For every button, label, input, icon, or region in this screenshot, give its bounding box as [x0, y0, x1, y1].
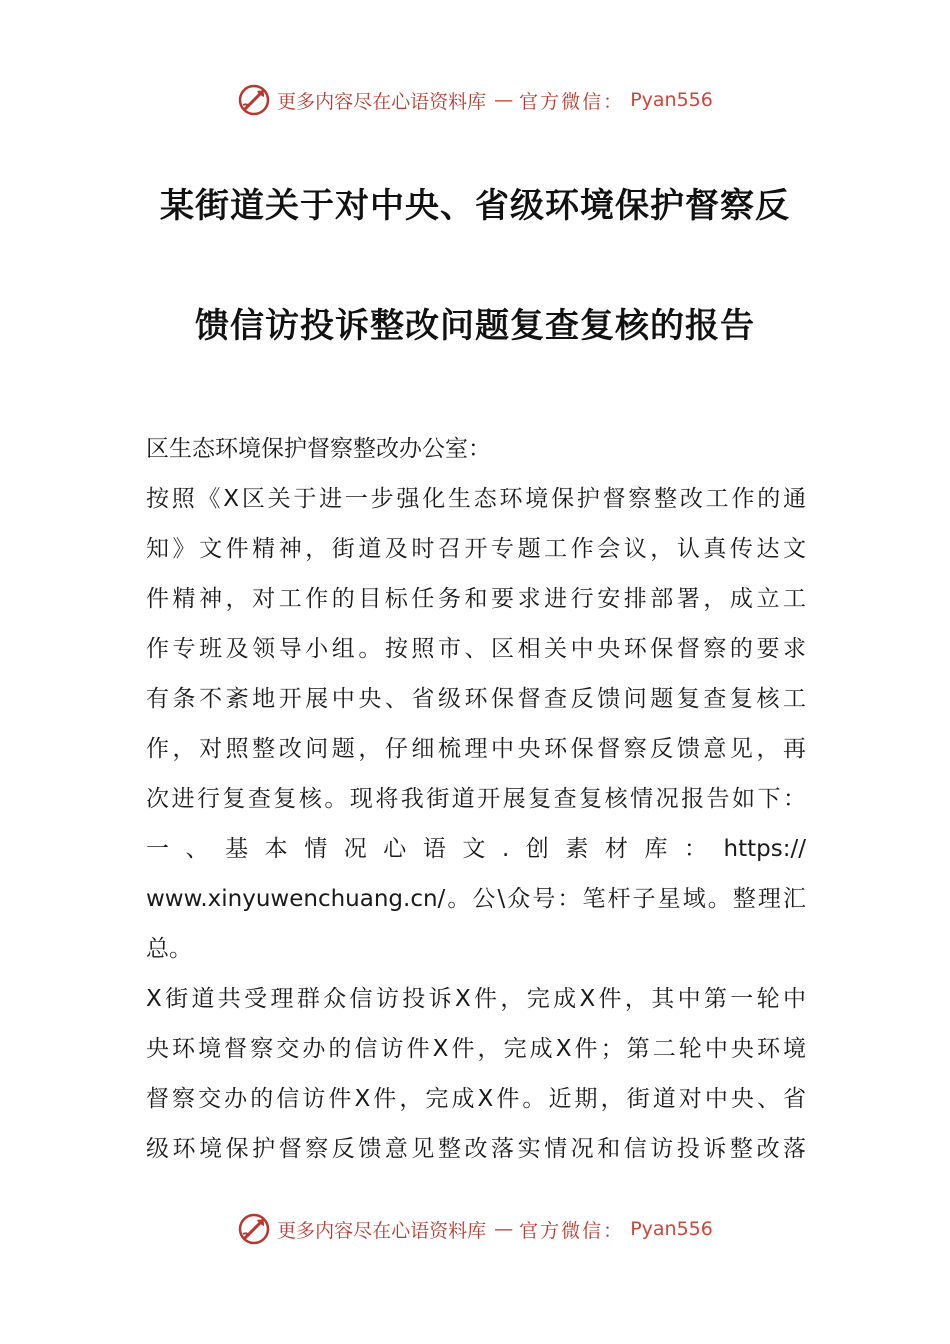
body-line: 次进行复查复核。现将我街道开展复查复核情况报告如下：: [146, 786, 806, 812]
body-line: 件精神，对工作的目标任务和要求进行安排部署，成立工: [146, 586, 806, 612]
body-line: X街道共受理群众信访投诉X件，完成X件，其中第一轮中: [146, 986, 806, 1012]
banner-wechat-label: 官方微信：: [519, 1219, 625, 1242]
body-line: 按照《X区关于进一步强化生态环境保护督察整改工作的通: [146, 486, 806, 512]
banner-separator: —: [494, 1218, 514, 1240]
quill-logo-icon: [237, 83, 271, 117]
banner-text: 更多内容尽在心语资料库: [277, 90, 487, 113]
body-line: 总。: [146, 936, 192, 962]
quill-logo-icon: [237, 1212, 271, 1246]
banner-wechat-id: Pyan556: [630, 1218, 713, 1240]
body-line: 督察交办的信访件X件，完成X件。近期，街道对中央、省: [146, 1086, 806, 1112]
header-banner: [0, 83, 950, 117]
body-line: 级环境保护督察反馈意见整改落实情况和信访投诉整改落: [146, 1136, 806, 1162]
banner-wechat-label: 官方微信：: [519, 90, 625, 113]
body-line: 作专班及领导小组。按照市、区相关中央环保督察的要求: [146, 636, 806, 662]
body-line: 作，对照整改问题，仔细梳理中央环保督察反馈意见，再: [146, 736, 806, 762]
body-line: 区生态环境保护督察整改办公室：: [146, 436, 491, 462]
banner-text: 更多内容尽在心语资料库: [277, 1219, 487, 1242]
body-line: 有条不紊地开展中央、省级环保督查反馈问题复查复核工: [146, 686, 806, 712]
body-line: 一、基本情况心语文.创素材库：https://: [146, 836, 806, 862]
footer-banner: [0, 1212, 950, 1246]
body-line: 央环境督察交办的信访件X件，完成X件；第二轮中央环境: [146, 1036, 806, 1062]
banner-separator: —: [494, 89, 514, 111]
banner-wechat-id: Pyan556: [630, 89, 713, 111]
body-line: www.xinyuwenchuang.cn/。公\众号：笔杆子星域。整理汇: [146, 886, 806, 912]
document-title-line-1: 某街道关于对中央、省级环境保护督察反: [160, 186, 790, 226]
body-line: 知》文件精神，街道及时召开专题工作会议，认真传达文: [146, 536, 806, 562]
document-title-line-2: 馈信访投诉整改问题复查复核的报告: [195, 306, 755, 346]
